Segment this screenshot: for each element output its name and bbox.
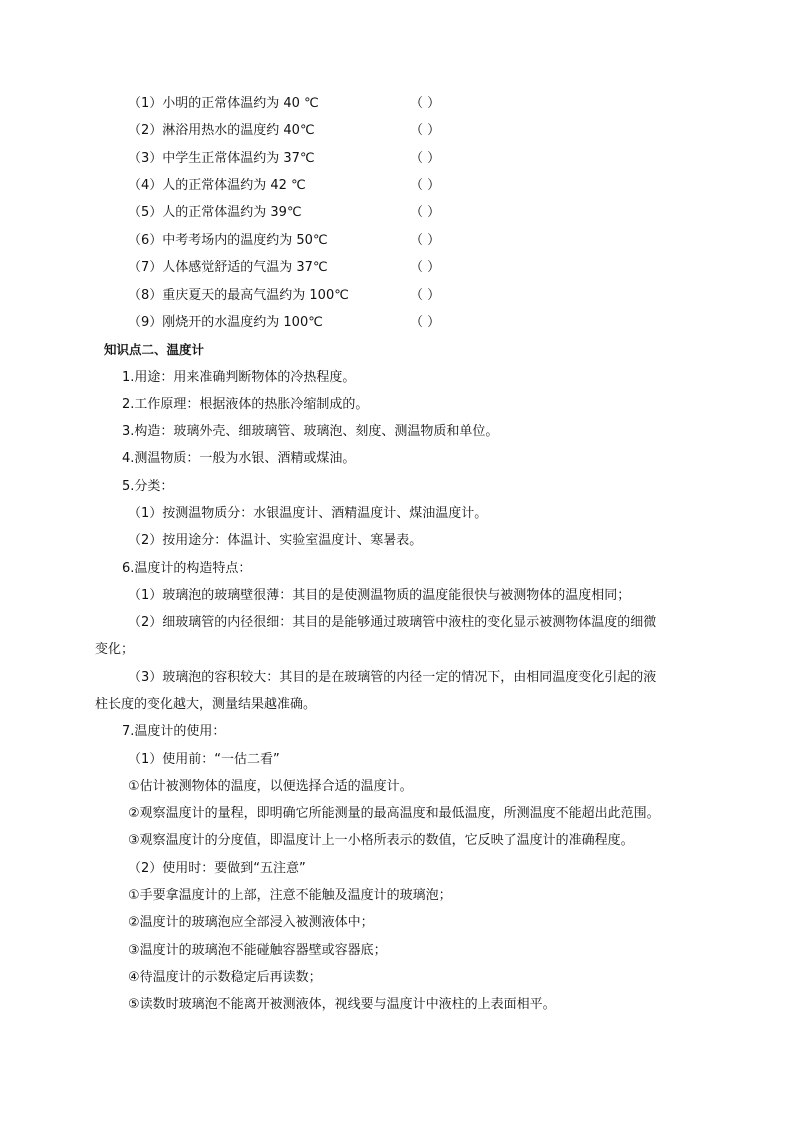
paragraph-before: （1）使用前：“一估二看”: [128, 752, 280, 767]
paragraph-before-1: ①估计被测物体的温度，以便选择合适的温度计。: [128, 779, 413, 794]
section-heading: 知识点二、温度计: [104, 342, 205, 357]
paragraph-during-5: ⑤读数时玻璃泡不能离开被测液体，视线要与温度计中液柱的上表面相平。: [128, 997, 556, 1012]
question-2-text: （2）淋浴用热水的温度约 40℃: [128, 123, 315, 138]
paragraph-feature-2-line-1: （2）细玻璃管的内径很细：其目的是能够通过玻璃管中液柱的变化显示被测物体温度的细微: [128, 615, 657, 630]
paragraph-before-2: ②观察温度计的量程，即明确它所能测量的最高温度和最低温度，所测温度不能超出此范围。: [128, 806, 660, 821]
paragraph-features: 6.温度计的构造特点：: [122, 561, 252, 576]
question-3-answer-blank: （ ）: [410, 151, 441, 166]
paragraph-structure: 3.构造：玻璃外壳、细玻璃管、玻璃泡、刻度、测温物质和单位。: [122, 424, 499, 439]
question-2-answer-blank: （ ）: [410, 123, 441, 138]
paragraph-during-3: ③温度计的玻璃泡不能碰触容器壁或容器底；: [128, 943, 387, 958]
question-6-text: （6）中考考场内的温度约为 50℃: [128, 233, 328, 248]
paragraph-feature-3-line-2: 柱长度的变化越大，测量结果越准确。: [95, 697, 317, 712]
question-7-text: （7）人体感觉舒适的气温为 37℃: [128, 260, 328, 275]
paragraph-before-3: ③观察温度计的分度值，即温度计上一小格所表示的数值，它反映了温度计的准确程度。: [128, 833, 634, 848]
paragraph-usage: 7.温度计的使用：: [122, 724, 226, 739]
question-4-answer-blank: （ ）: [410, 178, 441, 193]
question-1-text: （1）小明的正常体温约为 40 ℃: [128, 96, 319, 111]
paragraph-classify: 5.分类：: [122, 479, 174, 494]
paragraph-during-4: ④待温度计的示数稳定后再读数；: [128, 970, 322, 985]
paragraph-substance: 4.测温物质：一般为水银、酒精或煤油。: [122, 451, 356, 466]
question-9-answer-blank: （ ）: [410, 315, 441, 330]
paragraph-feature-1: （1）玻璃泡的玻璃壁很薄：其目的是使测温物质的温度能很快与被测物体的温度相同；: [128, 588, 631, 603]
question-5-text: （5）人的正常体温约为 39℃: [128, 205, 302, 220]
paragraph-during-1: ①手要拿温度计的上部，注意不能触及温度计的玻璃泡；: [128, 888, 452, 903]
question-3-text: （3）中学生正常体温约为 37℃: [128, 151, 315, 166]
paragraph-principle: 2.工作原理：根据液体的热胀冷缩制成的。: [122, 397, 369, 412]
question-5-answer-blank: （ ）: [410, 205, 441, 220]
question-4-text: （4）人的正常体温约为 42 ℃: [128, 178, 306, 193]
paragraph-use: 1.用途：用来准确判断物体的冷热程度。: [122, 370, 356, 385]
question-6-answer-blank: （ ）: [410, 233, 441, 248]
paragraph-feature-2-line-2: 变化；: [95, 642, 135, 657]
question-1-answer-blank: （ ）: [410, 96, 441, 111]
paragraph-classify-2: （2）按用途分：体温计、实验室温度计、寒暑表。: [128, 533, 423, 548]
question-8-answer-blank: （ ）: [410, 288, 441, 303]
paragraph-during: （2）使用时：要做到“五注意”: [128, 861, 306, 876]
question-9-text: （9）刚烧开的水温度约为 100℃: [128, 315, 323, 330]
question-8-text: （8）重庆夏天的最高气温约为 100℃: [128, 288, 349, 303]
paragraph-during-2: ②温度计的玻璃泡应全部浸入被测液体中；: [128, 915, 374, 930]
question-7-answer-blank: （ ）: [410, 260, 441, 275]
paragraph-classify-1: （1）按测温物质分：水银温度计、酒精温度计、煤油温度计。: [128, 506, 488, 521]
paragraph-feature-3-line-1: （3）玻璃泡的容积较大：其目的是在玻璃管的内径一定的情况下，由相同温度变化引起的液: [128, 670, 657, 685]
